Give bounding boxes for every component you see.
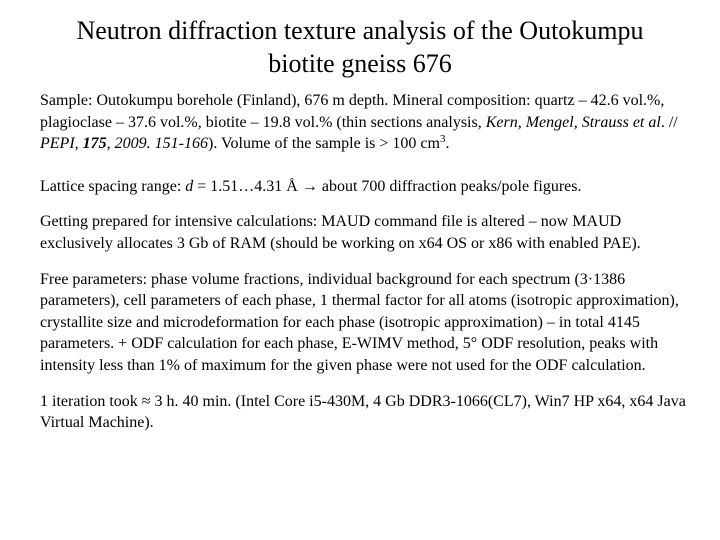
citation-year-pages: , 2009. 151-166 [106,135,208,153]
preparation-paragraph: Getting prepared for intensive calculations: MAUD command file is altered – now MAUD exclusively allocates 3 Gb of RAM (should be working on x64 OS or x86 with enabled PAE). [40,213,641,252]
citation-volume-number: 175 [82,135,107,153]
volume-unit-superscript: 3 [439,133,446,146]
citation-journal: PEPI, [40,135,83,153]
sample-text-b: . // [660,113,678,131]
slide-title [20,14,700,80]
citation-volume [83,135,107,152]
lattice-paragraph [40,176,690,198]
sample-text-d: . [445,135,450,153]
slide-body [40,90,690,434]
citation-authors: Kern, Mengel, Strauss et al [485,113,661,131]
timing-paragraph: 1 iteration took ≈ 3 h. 40 min. (Intel Core i5-430M, 4 Gb DDR3-1066(CL7), Win7 HP x64, x64 Java Virtual Machine). [40,392,686,432]
lattice-text-a: Lattice spacing range: [40,177,186,195]
parameters-paragraph: Free parameters: phase volume fractions, individual background for each spectrum (3·1386 parameters), cell parameters of each phase, 1 thermal factor for all atoms (isotropic approximation), crystallite size and microdeformation for each phase (isotropic approximation) – in total 4145 parameters. + ODF calculation for each phase, E-WIMV method, 5° ODF resolution, peaks with intensity less than 1% of maximum for the given phase were not used for the ODF calculation. [40,270,679,374]
slide-title-line-1: Neutron diffraction texture analysis of the Outokumpu [76,16,644,45]
d-spacing-symbol: d [185,177,194,195]
sample-text-a: Sample: Outokumpu borehole (Finland), 676 m depth. Mineral composition: quartz – 42.6 vol.%, plagioclase – 37.6 vol.%, biotite – 19.8 vol.% (thin sections analysis, [40,92,665,131]
sample-paragraph [40,90,690,155]
lattice-text-b: = 1.51…4.31 Å → about 700 diffraction peaks/pole figures. [193,177,582,195]
slide-title-line-2: biotite gneiss 676 [268,49,452,78]
sample-text-c: ). Volume of the sample is > 100 cm [207,135,440,153]
